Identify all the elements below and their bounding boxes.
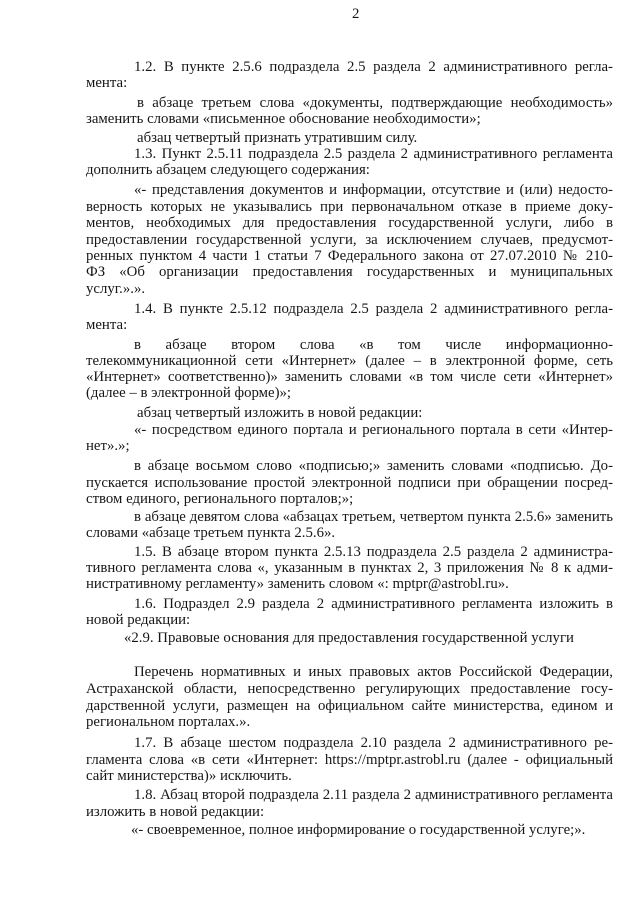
paragraph-line: в абзаце девятом слова «абзацах третьем, четвертом пункта 2.5.6» заменить <box>134 509 613 525</box>
paragraph-line: мента: <box>86 75 128 91</box>
page-number: 2 <box>352 6 360 22</box>
paragraph-line: тивного регламента слова «, указанным в пунктах 2, 3 приложения № 8 к адми- <box>86 560 613 576</box>
paragraph-line: заменить словами «письменное обоснование необходимости»; <box>86 111 481 127</box>
paragraph-line: нет».»; <box>86 438 130 454</box>
paragraph-line: изложить в новой редакции: <box>86 804 265 820</box>
paragraph-line: мента: <box>86 317 128 333</box>
paragraph-line: 1.2. В пункте 2.5.6 подраздела 2.5 раздела 2 административного регла- <box>134 59 613 75</box>
paragraph-line: (далее – в электронной форме)»; <box>86 385 292 401</box>
paragraph-line: ством единого, регионального порталов;»; <box>86 491 354 507</box>
paragraph-line: новой редакции: <box>86 612 191 628</box>
paragraph-line: ментов, необходимых для предоставления государственной услуги, либо в <box>86 215 613 231</box>
paragraph-line: дополнить абзацем следующего содержания: <box>86 162 370 178</box>
paragraph-line: в абзаце третьем слова «документы, подтверждающие необходимость» <box>137 95 613 111</box>
paragraph-line: ФЗ «Об организации предоставления государственных и муниципальных <box>86 264 613 280</box>
paragraph-line: 1.4. В пункте 2.5.12 подраздела 2.5 раздела 2 административного регла- <box>134 301 613 317</box>
paragraph-line: абзац четвертый изложить в новой редакции: <box>137 405 423 421</box>
paragraph-line: пускается использование простой электронной подписи при обращении посред- <box>86 475 613 491</box>
paragraph-line: услуг.».». <box>86 281 146 297</box>
paragraph-line: верность которых не указывались при первоначальном отказе в приеме доку- <box>86 199 613 215</box>
paragraph-line: сайт министерства)» исключить. <box>86 768 292 784</box>
paragraph-line: 1.8. Абзац второй подраздела 2.11 раздела 2 административного регламента <box>134 787 613 803</box>
paragraph-line: 1.3. Пункт 2.5.11 подраздела 2.5 раздела 2 административного регламента <box>134 146 613 162</box>
paragraph-line: в абзаце втором слова «в том числе информационно- <box>134 337 613 353</box>
paragraph-line: словами «абзаце третьем пункта 2.5.6». <box>86 525 336 541</box>
paragraph-line: «- посредством единого портала и регионального портала в сети «Интер- <box>134 422 613 438</box>
paragraph-line: Астраханской области, непосредственно регулирующих предоставление госу- <box>86 681 613 697</box>
paragraph-line: 1.6. Подраздел 2.9 раздела 2 административного регламента изложить в <box>134 596 613 612</box>
paragraph-line: телекоммуникационной сети «Интернет» (далее – в электронной форме, сеть <box>86 353 613 369</box>
paragraph-line: дарственной услуги, размещен на официальном сайте министерства, едином и <box>86 698 613 714</box>
paragraph-line: Перечень нормативных и иных правовых актов Российской Федерации, <box>134 664 613 680</box>
paragraph-line: ренных пунктом 4 части 1 статьи 7 Федерального закона от 27.07.2010 № 210- <box>86 248 613 264</box>
paragraph-line: «Интернет» соответственно)» заменить словами «в том числе сети «Интернет» <box>86 369 613 385</box>
paragraph-line: предоставлении государственной услуги, за исключением случаев, предусмот- <box>86 232 613 248</box>
paragraph-line: региональном порталах.». <box>86 714 251 730</box>
paragraph-line: 1.7. В абзаце шестом подраздела 2.10 раздела 2 административного ре- <box>134 735 613 751</box>
paragraph-line: «- представления документов и информации, отсутствие и (или) недосто- <box>134 182 613 198</box>
section-heading: «2.9. Правовые основания для предоставления государственной услуги <box>124 630 574 646</box>
paragraph-line: абзац четвертый признать утратившим силу. <box>137 130 418 146</box>
paragraph-line: 1.5. В абзаце втором пункта 2.5.13 подраздела 2.5 раздела 2 администра- <box>134 544 613 560</box>
paragraph-line: в абзаце восьмом слово «подписью;» заменить словами «подписью. До- <box>134 458 613 474</box>
paragraph-line: гламента слова «в сети «Интернет: https://mptpr.astrobl.ru (далее - официальный <box>86 752 613 768</box>
paragraph-line: «- своевременное, полное информирование о государственной услуге;». <box>131 822 586 838</box>
paragraph-line: нистративному регламенту» заменить словом «: mptpr@astrobl.ru». <box>86 576 509 592</box>
